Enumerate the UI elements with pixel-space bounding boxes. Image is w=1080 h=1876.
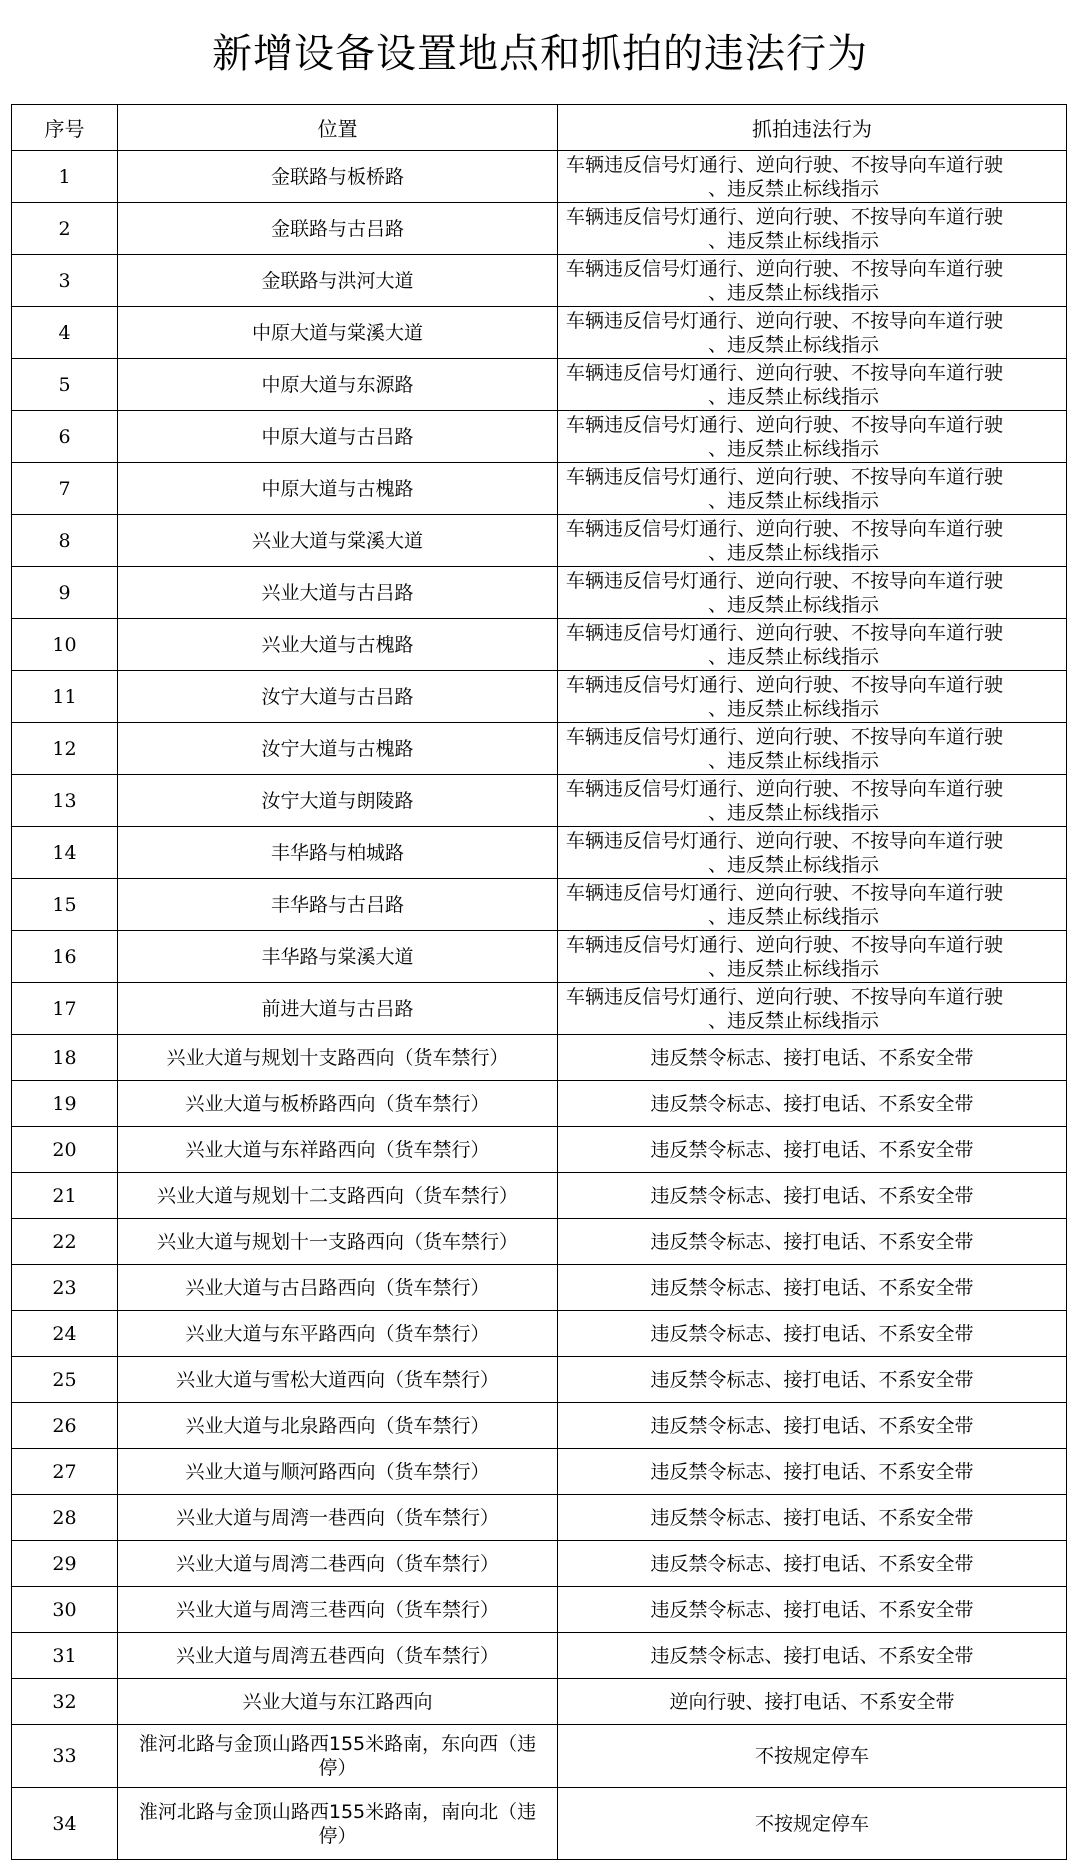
row-location: 丰华路与棠溪大道 xyxy=(118,931,558,983)
table-row xyxy=(12,1127,1067,1173)
row-location: 兴业大道与东祥路西向（货车禁行） xyxy=(118,1127,558,1173)
row-behavior: 违反禁令标志、接打电话、不系安全带 xyxy=(558,1081,1067,1127)
row-location: 兴业大道与东江路西向 xyxy=(118,1679,558,1725)
behavior-line-2: 、违反禁止标线指示 xyxy=(708,385,880,408)
behavior-line-2: 、违反禁止标线指示 xyxy=(708,437,880,460)
table-row xyxy=(12,1449,1067,1495)
row-behavior xyxy=(558,931,1067,983)
behavior-line-2: 、违反禁止标线指示 xyxy=(708,489,880,512)
row-seq: 28 xyxy=(12,1495,118,1541)
table-row xyxy=(12,1357,1067,1403)
row-seq: 18 xyxy=(12,1035,118,1081)
row-behavior xyxy=(558,723,1067,775)
behavior-line-2: 、违反禁止标线指示 xyxy=(708,749,880,772)
behavior-line-1: 车辆违反信号灯通行、逆向行驶、不按导向车道行驶 xyxy=(566,153,1004,176)
row-seq: 23 xyxy=(12,1265,118,1311)
row-seq: 22 xyxy=(12,1219,118,1265)
table-row xyxy=(12,203,1067,255)
row-seq: 32 xyxy=(12,1679,118,1725)
row-location: 兴业大道与北泉路西向（货车禁行） xyxy=(118,1403,558,1449)
behavior-line-1: 车辆违反信号灯通行、逆向行驶、不按导向车道行驶 xyxy=(566,881,1004,904)
behavior-line-2: 、违反禁止标线指示 xyxy=(708,229,880,252)
row-behavior xyxy=(558,411,1067,463)
row-behavior: 违反禁令标志、接打电话、不系安全带 xyxy=(558,1495,1067,1541)
table-row xyxy=(12,1495,1067,1541)
row-location: 兴业大道与东平路西向（货车禁行） xyxy=(118,1311,558,1357)
table-row xyxy=(12,359,1067,411)
behavior-line-2: 、违反禁止标线指示 xyxy=(708,333,880,356)
row-location: 兴业大道与古吕路 xyxy=(118,567,558,619)
table-row xyxy=(12,879,1067,931)
row-seq: 16 xyxy=(12,931,118,983)
row-seq: 34 xyxy=(12,1788,118,1860)
behavior-line-2: 、违反禁止标线指示 xyxy=(708,697,880,720)
row-behavior xyxy=(558,619,1067,671)
row-seq: 17 xyxy=(12,983,118,1035)
row-location: 汝宁大道与古吕路 xyxy=(118,671,558,723)
row-seq: 26 xyxy=(12,1403,118,1449)
table-row xyxy=(12,1173,1067,1219)
behavior-line-1: 车辆违反信号灯通行、逆向行驶、不按导向车道行驶 xyxy=(566,413,1004,436)
row-seq: 5 xyxy=(12,359,118,411)
row-behavior: 违反禁令标志、接打电话、不系安全带 xyxy=(558,1173,1067,1219)
row-location: 金联路与洪河大道 xyxy=(118,255,558,307)
row-location: 兴业大道与规划十支路西向（货车禁行） xyxy=(118,1035,558,1081)
row-location: 兴业大道与古槐路 xyxy=(118,619,558,671)
behavior-line-2: 、违反禁止标线指示 xyxy=(708,957,880,980)
behavior-line-1: 车辆违反信号灯通行、逆向行驶、不按导向车道行驶 xyxy=(566,829,1004,852)
table-row xyxy=(12,515,1067,567)
behavior-line-1: 车辆违反信号灯通行、逆向行驶、不按导向车道行驶 xyxy=(566,257,1004,280)
row-behavior xyxy=(558,827,1067,879)
table-row xyxy=(12,1725,1067,1788)
row-seq: 8 xyxy=(12,515,118,567)
row-behavior xyxy=(558,203,1067,255)
row-location: 金联路与板桥路 xyxy=(118,151,558,203)
behavior-line-1: 车辆违反信号灯通行、逆向行驶、不按导向车道行驶 xyxy=(566,777,1004,800)
table-row xyxy=(12,983,1067,1035)
row-behavior xyxy=(558,671,1067,723)
table-row xyxy=(12,723,1067,775)
row-seq: 31 xyxy=(12,1633,118,1679)
row-behavior: 违反禁令标志、接打电话、不系安全带 xyxy=(558,1403,1067,1449)
row-seq: 3 xyxy=(12,255,118,307)
behavior-line-1: 车辆违反信号灯通行、逆向行驶、不按导向车道行驶 xyxy=(566,205,1004,228)
page-title: 新增设备设置地点和抓拍的违法行为 xyxy=(212,31,868,77)
row-location: 兴业大道与古吕路西向（货车禁行） xyxy=(118,1265,558,1311)
row-behavior xyxy=(558,463,1067,515)
row-behavior xyxy=(558,879,1067,931)
table-row xyxy=(12,463,1067,515)
behavior-line-2: 、违反禁止标线指示 xyxy=(708,905,880,928)
table-row xyxy=(12,1035,1067,1081)
table-row xyxy=(12,1081,1067,1127)
row-seq: 11 xyxy=(12,671,118,723)
row-behavior: 违反禁令标志、接打电话、不系安全带 xyxy=(558,1127,1067,1173)
row-location: 丰华路与古吕路 xyxy=(118,879,558,931)
row-behavior: 违反禁令标志、接打电话、不系安全带 xyxy=(558,1311,1067,1357)
row-behavior xyxy=(558,151,1067,203)
row-location: 汝宁大道与朗陵路 xyxy=(118,775,558,827)
row-seq: 21 xyxy=(12,1173,118,1219)
row-seq: 2 xyxy=(12,203,118,255)
table-row xyxy=(12,1541,1067,1587)
behavior-line-1: 车辆违反信号灯通行、逆向行驶、不按导向车道行驶 xyxy=(566,569,1004,592)
row-location: 前进大道与古吕路 xyxy=(118,983,558,1035)
table-row xyxy=(12,255,1067,307)
row-behavior xyxy=(558,255,1067,307)
row-behavior: 违反禁令标志、接打电话、不系安全带 xyxy=(558,1035,1067,1081)
table-row xyxy=(12,931,1067,983)
row-location: 中原大道与古吕路 xyxy=(118,411,558,463)
behavior-line-1: 车辆违反信号灯通行、逆向行驶、不按导向车道行驶 xyxy=(566,309,1004,332)
table-row xyxy=(12,567,1067,619)
behavior-line-1: 车辆违反信号灯通行、逆向行驶、不按导向车道行驶 xyxy=(566,517,1004,540)
behavior-line-1: 车辆违反信号灯通行、逆向行驶、不按导向车道行驶 xyxy=(566,725,1004,748)
row-location: 中原大道与东源路 xyxy=(118,359,558,411)
row-behavior xyxy=(558,983,1067,1035)
row-seq: 27 xyxy=(12,1449,118,1495)
row-location: 兴业大道与周湾二巷西向（货车禁行） xyxy=(118,1541,558,1587)
violation-table xyxy=(11,104,1067,1860)
behavior-line-1: 车辆违反信号灯通行、逆向行驶、不按导向车道行驶 xyxy=(566,621,1004,644)
behavior-line-1: 车辆违反信号灯通行、逆向行驶、不按导向车道行驶 xyxy=(566,933,1004,956)
row-seq: 4 xyxy=(12,307,118,359)
row-location: 兴业大道与周湾五巷西向（货车禁行） xyxy=(118,1633,558,1679)
row-behavior: 违反禁令标志、接打电话、不系安全带 xyxy=(558,1265,1067,1311)
row-seq: 10 xyxy=(12,619,118,671)
row-behavior: 违反禁令标志、接打电话、不系安全带 xyxy=(558,1587,1067,1633)
row-seq: 12 xyxy=(12,723,118,775)
row-seq: 19 xyxy=(12,1081,118,1127)
table-row xyxy=(12,827,1067,879)
row-seq: 29 xyxy=(12,1541,118,1587)
row-location: 淮河北路与金顶山路西155米路南，东向西（违停） xyxy=(118,1725,558,1788)
row-location: 丰华路与柏城路 xyxy=(118,827,558,879)
row-behavior: 逆向行驶、接打电话、不系安全带 xyxy=(558,1679,1067,1725)
row-behavior xyxy=(558,359,1067,411)
row-behavior: 违反禁令标志、接打电话、不系安全带 xyxy=(558,1541,1067,1587)
row-location: 兴业大道与棠溪大道 xyxy=(118,515,558,567)
row-seq: 1 xyxy=(12,151,118,203)
row-location: 兴业大道与雪松大道西向（货车禁行） xyxy=(118,1357,558,1403)
row-location: 兴业大道与规划十一支路西向（货车禁行） xyxy=(118,1219,558,1265)
row-behavior xyxy=(558,515,1067,567)
row-behavior: 违反禁令标志、接打电话、不系安全带 xyxy=(558,1219,1067,1265)
row-location: 中原大道与古槐路 xyxy=(118,463,558,515)
table-header-row xyxy=(12,105,1067,151)
row-location: 中原大道与棠溪大道 xyxy=(118,307,558,359)
behavior-line-2: 、违反禁止标线指示 xyxy=(708,801,880,824)
behavior-line-2: 、违反禁止标线指示 xyxy=(708,1009,880,1032)
behavior-line-2: 、违反禁止标线指示 xyxy=(708,645,880,668)
row-seq: 6 xyxy=(12,411,118,463)
row-seq: 30 xyxy=(12,1587,118,1633)
behavior-line-1: 车辆违反信号灯通行、逆向行驶、不按导向车道行驶 xyxy=(566,673,1004,696)
table-row xyxy=(12,1788,1067,1860)
behavior-line-2: 、违反禁止标线指示 xyxy=(708,541,880,564)
row-behavior xyxy=(558,567,1067,619)
header-location: 位置 xyxy=(118,105,558,151)
behavior-line-2: 、违反禁止标线指示 xyxy=(708,593,880,616)
row-seq: 24 xyxy=(12,1311,118,1357)
table-row xyxy=(12,411,1067,463)
row-location: 兴业大道与周湾一巷西向（货车禁行） xyxy=(118,1495,558,1541)
row-seq: 7 xyxy=(12,463,118,515)
table-row xyxy=(12,1633,1067,1679)
row-behavior: 不按规定停车 xyxy=(558,1788,1067,1860)
row-seq: 9 xyxy=(12,567,118,619)
table-body xyxy=(12,151,1067,1860)
row-location: 兴业大道与顺河路西向（货车禁行） xyxy=(118,1449,558,1495)
row-location: 汝宁大道与古槐路 xyxy=(118,723,558,775)
row-seq: 13 xyxy=(12,775,118,827)
row-seq: 33 xyxy=(12,1725,118,1788)
row-behavior xyxy=(558,307,1067,359)
row-location: 兴业大道与规划十二支路西向（货车禁行） xyxy=(118,1173,558,1219)
table-row xyxy=(12,619,1067,671)
row-location: 兴业大道与板桥路西向（货车禁行） xyxy=(118,1081,558,1127)
row-seq: 14 xyxy=(12,827,118,879)
behavior-line-1: 车辆违反信号灯通行、逆向行驶、不按导向车道行驶 xyxy=(566,465,1004,488)
behavior-line-1: 车辆违反信号灯通行、逆向行驶、不按导向车道行驶 xyxy=(566,985,1004,1008)
row-location: 淮河北路与金顶山路西155米路南，南向北（违停） xyxy=(118,1788,558,1860)
row-behavior xyxy=(558,775,1067,827)
header-seq: 序号 xyxy=(12,105,118,151)
row-location: 兴业大道与周湾三巷西向（货车禁行） xyxy=(118,1587,558,1633)
table-row xyxy=(12,1265,1067,1311)
behavior-line-2: 、违反禁止标线指示 xyxy=(708,853,880,876)
header-behavior: 抓拍违法行为 xyxy=(558,105,1067,151)
table-row xyxy=(12,671,1067,723)
row-location: 金联路与古吕路 xyxy=(118,203,558,255)
table-row xyxy=(12,1219,1067,1265)
row-seq: 15 xyxy=(12,879,118,931)
table-row xyxy=(12,1311,1067,1357)
row-behavior: 违反禁令标志、接打电话、不系安全带 xyxy=(558,1449,1067,1495)
row-behavior: 违反禁令标志、接打电话、不系安全带 xyxy=(558,1357,1067,1403)
table-row xyxy=(12,1403,1067,1449)
row-behavior: 不按规定停车 xyxy=(558,1725,1067,1788)
table-row xyxy=(12,1679,1067,1725)
behavior-line-1: 车辆违反信号灯通行、逆向行驶、不按导向车道行驶 xyxy=(566,361,1004,384)
row-seq: 25 xyxy=(12,1357,118,1403)
behavior-line-2: 、违反禁止标线指示 xyxy=(708,177,880,200)
table-row xyxy=(12,1587,1067,1633)
row-behavior: 违反禁令标志、接打电话、不系安全带 xyxy=(558,1633,1067,1679)
table-row xyxy=(12,151,1067,203)
table-row xyxy=(12,307,1067,359)
behavior-line-2: 、违反禁止标线指示 xyxy=(708,281,880,304)
row-seq: 20 xyxy=(12,1127,118,1173)
table-row xyxy=(12,775,1067,827)
